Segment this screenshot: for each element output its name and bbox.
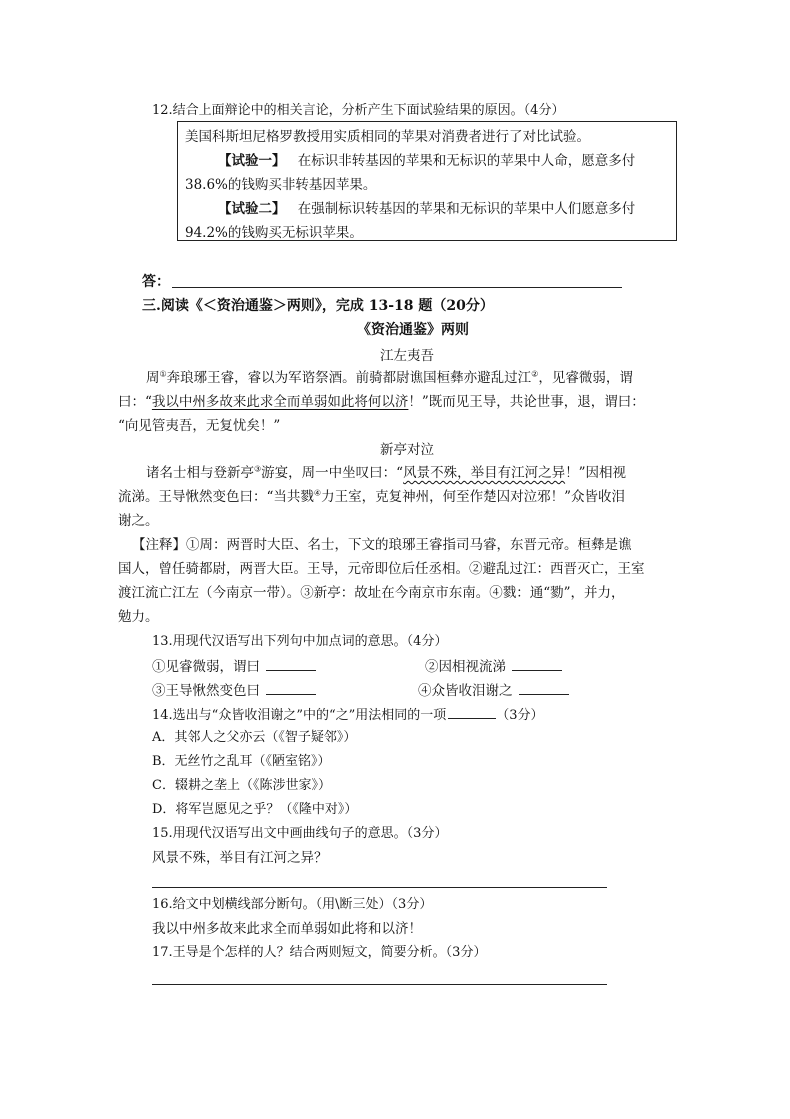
notes-line2: 国人，曾任骑都尉，两晋大臣。王导，元帝即位后任丞相。②避乱过江：西晋灭亡，王室 (118, 561, 645, 577)
s2-text-c: ！”因相视 (565, 465, 626, 481)
notes-line1: 【注释】①周：两晋时大臣、名士，下文的琅琊王睿指司马睿，东晋元帝。桓彝是谯 (132, 537, 632, 553)
s1-text-c: ，见睿微弱，谓 (538, 370, 633, 386)
q12-exp2-text: 在强制标识转基因的苹果和无标识的苹果中人们愿意多付 (297, 201, 636, 217)
notes-line3: 渡江流亡江左（今南京一带）。③新亭：故址在今南京市东南。④戮：通“勠”，并力， (118, 585, 625, 601)
q16-prompt: 16.给文中划横线部分断句。（用\断三处）（3分） (152, 897, 433, 912)
notes-line4: 勉力。 (118, 609, 159, 625)
footnote-marker-1: ① (159, 369, 167, 379)
q13-item2-text: ②因相视流涕 (425, 659, 506, 675)
s1-text-d: 曰：“ (118, 394, 152, 410)
q13-blank-3[interactable] (266, 680, 316, 695)
q13-item4-text: ④众皆收泪谢之 (418, 683, 513, 699)
q13-item3-text: ③王导愀然变色曰 (152, 683, 260, 699)
q12-exp1 (218, 151, 635, 171)
q14-option-a: A．其邻人之父亦云（《智子疑邻》） (152, 730, 357, 745)
q14-option-b: B．无丝竹之乱耳（《陋室铭》） (152, 754, 331, 769)
footnote-marker-2: ② (531, 369, 539, 379)
q12-prompt: 12.结合上面辩论中的相关言论，分析产生下面试验结果的原因。（4分） (152, 103, 565, 118)
q12-answer-label: 答： (142, 274, 170, 290)
q13-item2 (425, 656, 562, 677)
q13-blank-4[interactable] (519, 680, 569, 695)
section3-heading: 三.阅读《＜资治通鉴＞两则》，完成 13-18 题（20分） (142, 298, 494, 314)
s1-text-a: 周 (146, 370, 160, 386)
story2-title: 新亭对泣 (380, 442, 434, 458)
q12-answer-line[interactable] (172, 287, 622, 288)
q12-exp1-tag: 【试验一】 (218, 153, 286, 169)
q13-item1 (152, 656, 316, 677)
q12-exp1-cont: 38.6%的钱购买非转基因苹果。 (185, 177, 377, 193)
q14-prompt-text: 14.选出与“众皆收泪谢之”中的“之”用法相同的一项 (152, 708, 447, 723)
q15-answer-line[interactable] (152, 887, 607, 888)
story2-line1 (146, 463, 626, 483)
q16-sentence: 我以中州多故来此求全而单弱如此将和以济！ (152, 921, 422, 937)
q14-prompt (152, 704, 544, 726)
story1-title: 江左夷吾 (380, 348, 434, 364)
story1-line1 (146, 368, 633, 388)
q13-item1-text: ①见睿微弱，谓曰 (152, 659, 260, 675)
q13-blank-1[interactable] (266, 656, 316, 671)
q13-item4 (418, 680, 569, 701)
s1-text-e: ！”既而见王导，共论世事，退，谓曰： (408, 394, 645, 410)
s2-text-e: 力王室，克复神州，何至作楚囚对泣邪！”众皆收泪 (321, 489, 625, 505)
q13-blank-2[interactable] (512, 656, 562, 671)
q14-answer-blank[interactable] (448, 704, 496, 719)
q14-option-c: C．辍耕之垄上（《陈涉世家》） (152, 778, 331, 793)
q13-item3 (152, 680, 316, 701)
footnote-marker-4: ④ (313, 488, 322, 498)
q15-prompt: 15.用现代汉语写出文中画曲线句子的意思。（3分） (152, 826, 448, 841)
q14-option-d: D．将军岂愿见之乎？（《隆中对》） (152, 802, 358, 817)
story2-line3: 谢之。 (118, 513, 159, 529)
q13-prompt: 13.用现代汉语写出下列句中加点词的意思。（4分） (152, 634, 448, 649)
q12-exp2-tag: 【试验二】 (218, 201, 286, 217)
s2-text-d: 流涕。王导愀然变色曰：“当共戮 (118, 489, 314, 505)
wavy-underlined-sentence: 风景不殊，举目有江河之异 (403, 465, 566, 481)
story1-line2 (118, 392, 645, 412)
q14-score: （3分） (496, 708, 544, 723)
q12-exp2-cont: 94.2%的钱购买无标识苹果。 (185, 225, 363, 241)
q12-box-intro: 美国科斯坦尼格罗教授用实质相同的苹果对消费者进行了对比试验。 (185, 129, 590, 145)
q17-prompt: 17.王导是个怎样的人？结合两则短文，简要分析。（3分） (152, 945, 487, 960)
s2-text-b: 游宴，周一中坐叹曰：“ (261, 465, 404, 481)
s1-text-b: 奔琅琊王睿，睿以为军谘祭酒。前骑都尉谯国桓彝亦避乱过江 (166, 370, 532, 386)
q15-sentence: 风景不殊，举目有江河之异？ (152, 850, 328, 866)
q17-answer-line[interactable] (152, 984, 607, 985)
story2-line2 (118, 487, 625, 507)
underlined-sentence: 我以中州多故来此求全而单弱如此将何以济 (151, 394, 409, 410)
story1-line3: “向见管夷吾，无复忧矣！” (118, 418, 281, 434)
footnote-marker-3: ③ (254, 464, 262, 474)
q12-exp1-text: 在标识非转基因的苹果和无标识的苹果中人命，愿意多付 (297, 153, 636, 169)
s2-text-a: 诸名士相与登新亭 (146, 465, 254, 481)
q12-exp2 (218, 199, 635, 219)
passage-title: 《资治通鉴》两则 (357, 322, 469, 338)
